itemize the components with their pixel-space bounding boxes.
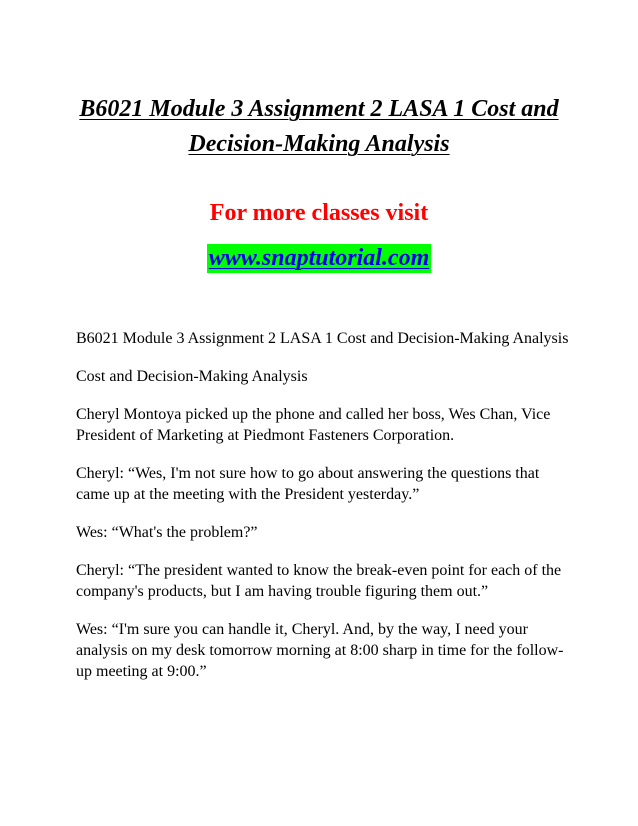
paragraph-course-heading: B6021 Module 3 Assignment 2 LASA 1 Cost and Decision-Making Analysis	[76, 330, 569, 347]
document-body	[76, 328, 576, 699]
paragraph-dialogue: Wes: “What's the problem?”	[76, 524, 258, 541]
paragraph-dialogue: Cheryl: “Wes, I'm not sure how to go about answering the questions that came up at the meeting with the President yesterday.”	[76, 465, 540, 503]
promo-text: For more classes visit	[209, 200, 429, 226]
paragraph-dialogue: Wes: “I'm sure you can handle it, Cheryl. And, by the way, I need your analysis on my desk tomorrow morning at 8:00 sharp in time for the follow-up meeting at 9:00.”	[76, 621, 564, 680]
paragraph-dialogue: Cheryl: “The president wanted to know the break-even point for each of the company's products, but I am having trouble figuring them out.”	[76, 562, 562, 600]
promo-link[interactable]: www.snaptutorial.com	[208, 245, 430, 271]
document-title: B6021 Module 3 Assignment 2 LASA 1 Cost and Decision-Making Analysis	[79, 96, 559, 157]
paragraph-intro: Cheryl Montoya picked up the phone and called her boss, Wes Chan, Vice President of Marketing at Piedmont Fasteners Corporation.	[76, 406, 551, 444]
paragraph-subheading: Cost and Decision-Making Analysis	[76, 368, 308, 385]
promo-link-container	[0, 244, 638, 273]
